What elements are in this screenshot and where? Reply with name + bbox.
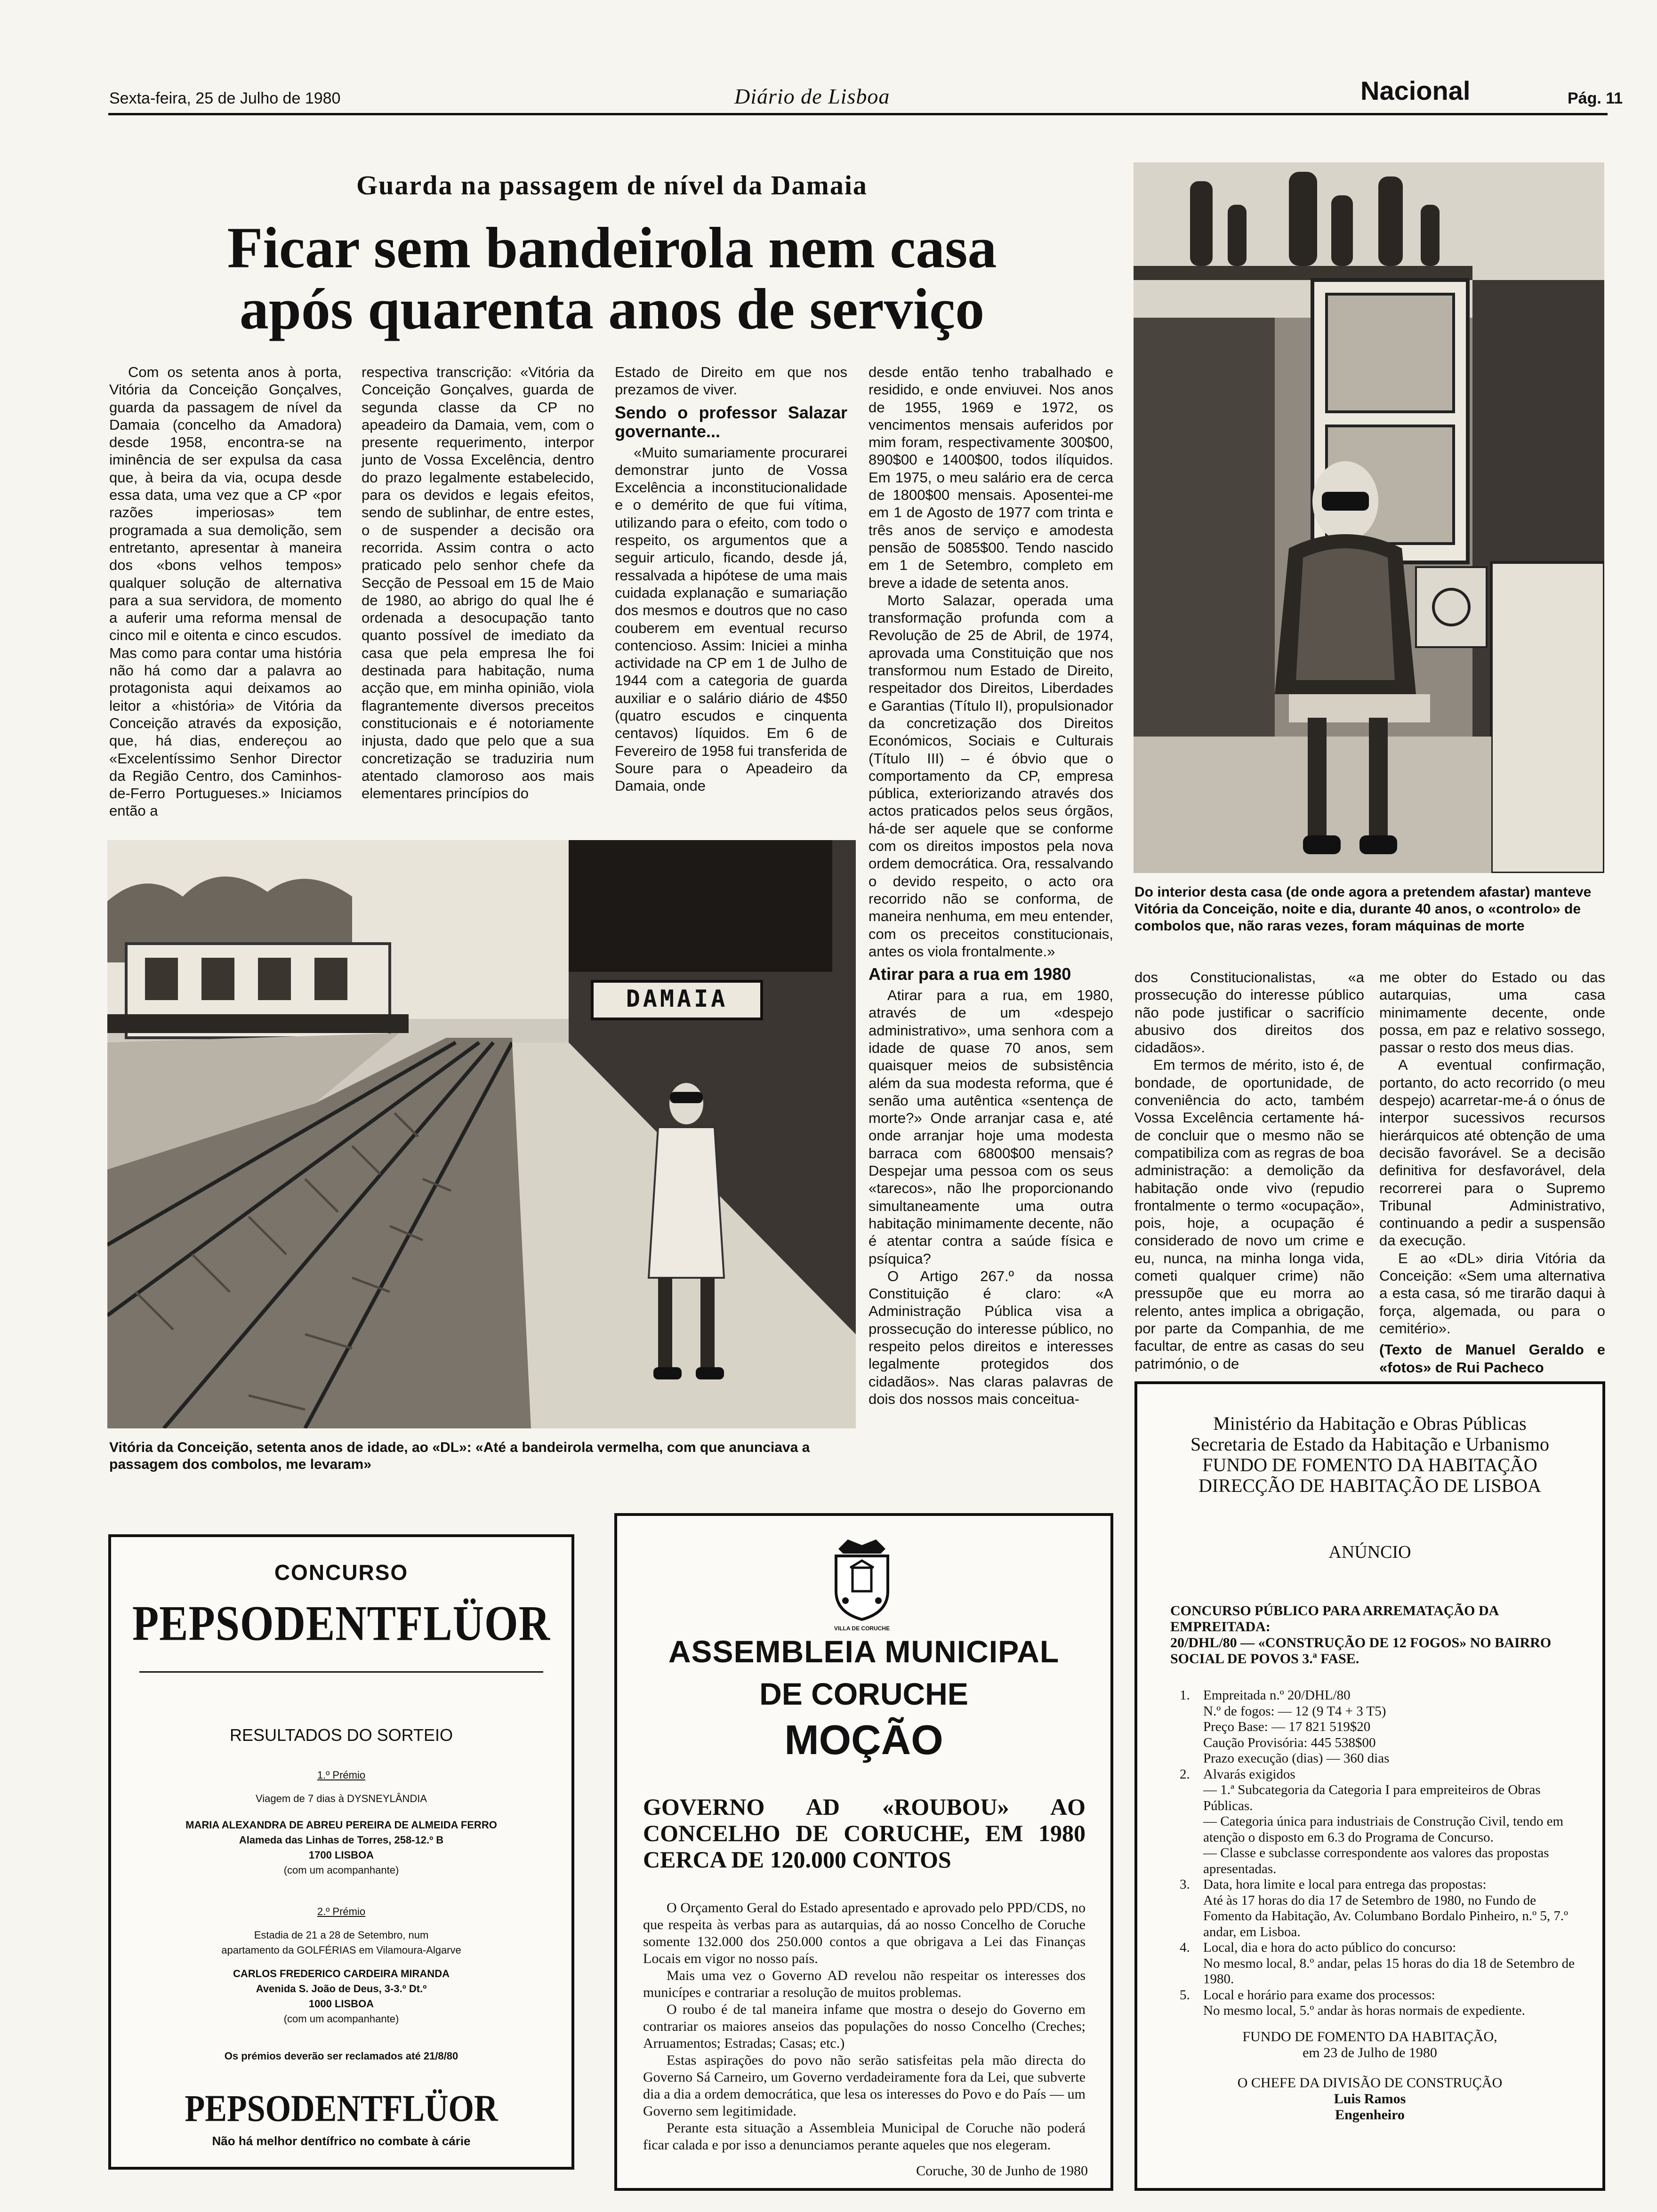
- photo-station: [107, 840, 856, 1428]
- pepsodent-p1-city: 1700 LISBOA: [308, 1849, 374, 1861]
- masthead: Diário de Lisboa: [734, 84, 890, 108]
- ad-coruche: [614, 1513, 1113, 2191]
- col4-p4: O Artigo 267.º da nossa Constituição é claro: «A Administração Pública visa a prossecução do interesse público, no respeito pelos direitos e interesses legalmente protegidos dos cidadãos». Nas claras palavras de dois dos nossos mais conceitua-: [869, 1267, 1113, 1407]
- habitacao-item-2: [1180, 1766, 1580, 1877]
- habitacao-item-5: [1180, 1987, 1580, 2019]
- photo-station-sign: DAMAIA: [626, 985, 728, 1012]
- col3-intro: Estado de Direito em que nos prezamos de viver.: [615, 364, 847, 398]
- headline-line-2: após quarenta anos de serviço: [239, 277, 985, 341]
- habitacao-i1-c: Preço Base: — 17 821 519$20: [1203, 1719, 1371, 1734]
- habitacao-i1-b: N.º de fogos: — 12 (9 T4 + 3 T5): [1203, 1703, 1386, 1719]
- section-label: Nacional: [1360, 76, 1471, 105]
- habitacao-ref: 20/DHL/80 — «CONSTRUÇÃO DE 12 FOGOS» NO BAIRRO SOCIAL DE POVOS 3.ª FASE.: [1170, 1635, 1552, 1667]
- ad-habitacao: [1134, 1381, 1605, 2191]
- pepsodent-rule: [139, 1671, 543, 1673]
- habitacao-item-5-num: 5.: [1180, 1987, 1190, 2003]
- habitacao-i4-b: No mesmo local, 8.º andar, pelas 15 horas do dia 18 de Setembro de 1980.: [1203, 1956, 1575, 1987]
- col4-p3: Atirar para a rua, em 1980, através de um «despejo administrativo», uma senhora com a idade de quase 70 anos, sem quaisquer meios de subsistência além da sua modesta reforma, que é senão uma autêntica «sentença de morte?» Onde arranjar casa e, até onde arranjar hoje uma modesta barraca com 6800$00 mensais? Despejar uma pessoa com os seus «tarecos», não lhe proporcionando simultaneamente uma outra habitação minimamente decente, não é atentar contra a saúde física e psíquica?: [869, 987, 1113, 1267]
- coruche-body: [643, 1899, 1086, 2154]
- ad-pepsodent: [108, 1534, 574, 2170]
- pepsodent-prize-1: [111, 1768, 571, 1878]
- col6-p2: A eventual confirmação, portanto, do acto recorrido (o meu despejo) acarretar-me-á o ónus de interpor sucessivos recursos hierárquicos até obtenção de uma decisão favorável. Se a decisão definitiva for desfavorável, dela recorrerei para o Supremo Tribunal Administrativo, continuando a pedir a suspensão da execução.: [1379, 1057, 1605, 1249]
- pepsodent-p1-title: 1.º Prémio: [317, 1769, 366, 1781]
- habitacao-item-4: [1180, 1940, 1580, 1988]
- credits: (Texto de Manuel Geraldo e «fotos» de Rui Pacheco: [1379, 1341, 1605, 1376]
- habitacao-h1: Ministério da Habitação e Obras Públicas: [1213, 1413, 1527, 1434]
- habitacao-sig5: Engenheiro: [1335, 2107, 1405, 2123]
- habitacao-sig3: O CHEFE DA DIVISÃO DE CONSTRUÇÃO: [1237, 2075, 1503, 2091]
- page-number: Pág. 11: [1568, 89, 1623, 107]
- habitacao-i1-a: Empreitada n.º 20/DHL/80: [1203, 1688, 1351, 1703]
- col5-p2: Em termos de mérito, isto é, de bondade, de oportunidade, de conveniência do acto, também Vossa Excelência certamente há-de concluir que o mesmo não se compatibiliza com as regras de boa administração: a demolição da habitação onde vivo (repudio frontalmente o termo «ocupação», pois, hoje, a ocupação é considerado de novo um crime e eu, nunca, na minha longa vida, cometi qualquer crime) não pressupõe que eu morra ao relento, antes implica a obrigação, por parte da Companhia, de me facultar, de entre as casas do seu património, o de: [1134, 1057, 1364, 1372]
- coruche-p2: Mais uma vez o Governo AD revelou não respeitar os interesses dos municípes e contrariar a resolução de muitos problemas.: [643, 1968, 1086, 2000]
- article-kicker: Guarda na passagem de nível da Damaia: [356, 170, 868, 200]
- col3-subhead: Sendo o professor Salazar governante...: [615, 402, 847, 441]
- habitacao-i2-a: Alvarás exigidos: [1203, 1766, 1295, 1782]
- col6-p3: E ao «DL» diria Vitória da Conceição: «Sem uma alternativa a esta casa, só me tirarão daqui à força, algemada, ou para o cemitério».: [1379, 1250, 1605, 1337]
- col3-body: «Muito sumariamente procurarei demonstrar junto de Vossa Excelência a inconstitucionalidade e o demérito de que fui vítima, utilizando para o efeito, com todo o respeito, os argumentos que a seguir articulo, ficando, desde já, ressalvada a hipótese de uma mais cuidada explanação e sumariação dos mesmos e doutros que no caso couberem em eventual recurso contencioso. Assim: Iniciei a minha actividade na CP em 1 de Julho de 1944 com a categoria de guarda auxiliar e o salário diário de 4$50 (quatro escudos e cinquenta centavos) líquidos. Em 6 de Fevereiro de 1958 fui transferida de Soure para o Apeadeiro da Damaia, onde: [615, 444, 847, 794]
- pepsodent-p1-name: MARIA ALEXANDRA DE ABREU PEREIRA DE ALMEIDA FERRO: [185, 1819, 497, 1831]
- habitacao-item-1: [1180, 1688, 1580, 1767]
- pepsodent-p1-comp: (com um acompanhante): [283, 1864, 399, 1876]
- habitacao-item-3: [1180, 1877, 1580, 1940]
- habitacao-items: [1180, 1688, 1580, 2019]
- pepsodent-p1-desc: Viagem de 7 dias à DYSNEYLÂNDIA: [256, 1793, 427, 1804]
- habitacao-i1-d: Caução Provisória: 445 538$00: [1203, 1735, 1376, 1750]
- pepsodent-p2-comp: (com um acompanhante): [283, 2013, 399, 2025]
- habitacao-i2-b: — 1.ª Subcategoria da Categoria I para empreiteiros de Obras Públicas.: [1203, 1782, 1541, 1813]
- pepsodent-p2-desc2: apartamento da GOLFÉRIAS em Vilamoura-Algarve: [221, 1944, 461, 1956]
- pepsodent-prize-2: [111, 1904, 571, 2027]
- habitacao-i2-d: — Classe e subclasse correspondente aos valores das propostas apresentadas.: [1203, 1845, 1549, 1876]
- coruche-title-1: ASSEMBLEIA MUNICIPAL: [668, 1634, 1060, 1669]
- habitacao-header: [1137, 1413, 1602, 1496]
- col1-text: Com os setenta anos à porta, Vitória da Conceição Gonçalves, guarda da passagem de nível da Damaia (concelho da Amadora) desde 1958, encontra-se na iminência de ser expulsa da casa que, à beira da via, ocupa desde essa data, uma vez que a CP «por razões imperiosas» tem programada a sua demolição, sem entretanto, apresentar à maneira dos «bons velhos tempos» qualquer solução de alternativa para a sua servidora, de momento a auferir uma reforma mensal de cinco mil e oitenta e cinco escudos. Mas como para contar uma história não há como dar a palavra ao protagonista aqui deixamos ao leitor a «história» de Vitória da Conceição através da exposição, que, há dias, endereçou ao «Excelentíssimo Senhor Director da Região Centro, dos Caminhos-de-Ferro Portugueses.» Iniciamos então a: [109, 364, 342, 819]
- habitacao-i4-a: Local, dia e hora do acto público do concurso:: [1203, 1940, 1456, 1955]
- coruche-p1: O Orçamento Geral do Estado apresentado e aprovado pelo PPD/CDS, no que respeita às verbas para as autarquias, dá ao nosso Concelho de Coruche somente 132.000 dos 250.000 contos a que obrigava a Lei das Finanças Locais em vigor no nosso país.: [643, 1900, 1086, 1966]
- habitacao-item-4-num: 4.: [1180, 1940, 1190, 1955]
- pepsodent-p2-desc1: Estadia de 21 a 28 de Setembro, num: [254, 1929, 429, 1941]
- habitacao-sig1: FUNDO DE FOMENTO DA HABITAÇÃO,: [1242, 2029, 1497, 2044]
- coruche-title-3: MOÇÃO: [784, 1716, 943, 1763]
- habitacao-concurso: [1170, 1603, 1575, 1667]
- col2-text: respectiva transcrição: «Vitória da Conceição Gonçalves, guarda de segunda classe da CP no apeadeiro da Damaia, vem, com o presente requerimento, interpor junto de Vossa Excelência, dentro do prazo legalmente estabelecido, para os devidos e legais efeitos, sendo de sublinhar, de entre estes, o de suspender a decisão ora recorrida. Assim contra o acto praticado pelo senhor chefe da Secção de Pessoal em 15 de Maio de 1980, ao abrigo do qual lhe é ordenada a desocupação tanto quanto possível de imediato da casa que pela empresa lhe foi destinada para habitação, numa acção que, em minha opinião, viola flagrantemente diversos preceitos constitucionais e é notoriamente injusta, dado que pelo que a sua concretização se traduziria num atentado clamoroso aos mais elementares princípios do: [362, 364, 594, 802]
- coruche-p5: Perante esta situação a Assembleia Municipal de Coruche não poderá ficar calada e por isso a denunciamos perante aqueles que nos elegeram.: [643, 2120, 1086, 2153]
- habitacao-item-2-num: 2.: [1180, 1766, 1190, 1782]
- pepsodent-resultados: RESULTADOS DO SORTEIO: [229, 1725, 453, 1745]
- coruche-crest-icon: [824, 1535, 900, 1624]
- article-column-6: [1379, 969, 1605, 1376]
- article-column-4: [869, 363, 1113, 1408]
- article-column-5: [1134, 969, 1364, 1372]
- habitacao-i5-a: Local e horário para exame dos processos:: [1203, 1987, 1435, 2003]
- coruche-title-2: DE CORUCHE: [759, 1676, 968, 1711]
- coruche-p3: O roubo é de tal maneira infame que mostra o desejo do Governo em contrariar os maiores anseios das populações do nosso Concelho (Creches; Arruamentos; Estradas; Casas; etc.): [643, 2002, 1086, 2051]
- habitacao-item-1-num: 1.: [1180, 1688, 1190, 1703]
- habitacao-i3-b: Até às 17 horas do dia 17 de Setembro de 1980, no Fundo de Fomento da Habitação, Av. Columbano Bordalo Pinheiro, n.º 5, 7.º andar, em Lisboa.: [1203, 1892, 1569, 1940]
- coruche-p4: Estas aspirações do povo não serão satisfeitas pela mão directa do Governo Sá Carneiro, um Governo verdadeiramente fora da Lei, que subverte dia a dia a ordem democrática, que lesa os interesses do Povo e do País — um Governo sem legitimidade.: [643, 2052, 1086, 2119]
- article-column-2: [362, 363, 594, 802]
- habitacao-sig2: em 23 de Julho de 1980: [1303, 2045, 1437, 2060]
- pepsodent-concurso: CONCURSO: [274, 1560, 409, 1585]
- habitacao-anuncio: ANÚNCIO: [1328, 1542, 1411, 1562]
- pepsodent-brand-2: PEPSODENTFLÜOR: [185, 2088, 498, 2130]
- coruche-headline: GOVERNO AD «ROUBOU» AO CONCELHO DE CORUCHE, EM 1980 CERCA DE 120.000 CONTOS: [643, 1794, 1086, 1873]
- pepsodent-p2-addr: Avenida S. João de Deus, 3-3.º Dt.º: [256, 1983, 427, 1995]
- col4-p2: Morto Salazar, operada uma transformação profunda com a Revolução de 25 de Abril, de 1974, aprovada uma Constituição que nos transformou num Estado de Direito, respeitador dos Direitos, Liberdades e Garantias (Título II), propulsionador da concretização dos Direitos Económicos, Sociais e Culturais (Título III) – é óbvio que o comportamento da CP, empresa pública, exteriorizando através dos actos praticados pelos seus órgãos, há-de ser aquele que se conforme com os direitos impostos pela nova ordem democrática. Ora, ressalvando o devido respeito, o acto ora recorrido não se conforma, de maneira nenhuma, em meu entender, com os preceitos constitucionais, antes os viola frontalmente.»: [869, 592, 1113, 960]
- pepsodent-p2-title: 2.º Prémio: [317, 1906, 366, 1917]
- habitacao-h2: Secretaria de Estado da Habitação e Urbanismo: [1190, 1434, 1549, 1455]
- habitacao-h3: FUNDO DE FOMENTO DA HABITAÇÃO: [1202, 1454, 1537, 1475]
- col5-text: dos Constitucionalistas, «a prossecução do interesse público não pode justificar o sacrifício abusivo dos direitos dos cidadãos».: [1134, 969, 1364, 1056]
- pepsodent-slogan: Não há melhor dentífrico no combate à cárie: [212, 2134, 471, 2148]
- photo-station-art: [107, 840, 856, 1428]
- header-rule: [108, 113, 1608, 115]
- habitacao-h4: DIRECÇÃO DE HABITAÇÃO DE LISBOA: [1199, 1475, 1541, 1496]
- habitacao-i1-e: Prazo execução (dias) — 360 dias: [1203, 1751, 1390, 1766]
- habitacao-concurso-title: CONCURSO PÚBLICO PARA ARREMATAÇÃO DA EMPREITADA:: [1170, 1603, 1498, 1635]
- habitacao-i5-b: No mesmo local, 5.º andar às horas normais de expediente.: [1203, 2003, 1525, 2018]
- headline-line-1: Ficar sem bandeirola nem casa: [227, 216, 997, 280]
- coruche-signature: Coruche, 30 de Junho de 1980: [916, 2163, 1088, 2179]
- photo-interior-art: [1134, 162, 1604, 873]
- pepsodent-p2-name: CARLOS FREDERICO CARDEIRA MIRANDA: [233, 1968, 450, 1980]
- habitacao-signature: [1137, 2029, 1602, 2123]
- article-column-1: [109, 363, 342, 820]
- habitacao-sig4: Luis Ramos: [1334, 2091, 1406, 2107]
- caption-interior: Do interior desta casa (de onde agora a pretendem afastar) manteve Vitória da Conceição, noite e dia, durante 40 anos, o «controlo» de combolos que, não raras vezes, foram máquinas de morte: [1134, 884, 1592, 934]
- col4-subhead: Atirar para a rua em 1980: [869, 964, 1071, 984]
- pepsodent-p1-addr: Alameda das Linhas de Torres, 258-12.º B: [239, 1834, 444, 1846]
- coruche-crest-text: VILLA DE CORUCHE: [834, 1625, 890, 1632]
- article-column-3: [615, 363, 847, 795]
- pepsodent-brand: PEPSODENTFLÜOR: [132, 1595, 551, 1651]
- pepsodent-note: Os prémios deverão ser reclamados até 21/8/80: [224, 2050, 458, 2062]
- header-date: Sexta-feira, 25 de Julho de 1980: [109, 89, 341, 107]
- pepsodent-p2-city: 1000 LISBOA: [308, 1998, 374, 2010]
- habitacao-item-3-num: 3.: [1180, 1877, 1190, 1892]
- coruche-crest: [824, 1535, 900, 1632]
- habitacao-i2-c: — Categoria única para industriais de Construção Civil, tendo em atenção o disposto em 6.3 do Programa de Concurso.: [1203, 1814, 1564, 1845]
- col4-top: desde então tenho trabalhado e residido, e onde enviuvei. Nos anos de 1955, 1969 e 1972, os vencimentos mensais auferidos por mim foram, respectivamente 300$00, 890$00 e 1400$00, todos ilíquidos. Em 1975, o meu salário era de cerca de 1800$00 mensais. Aposentei-me em 1 de Agosto de 1977 com trinta e três anos de serviço e amodesta pensão de 5085$00. Tendo nascido em 1 de Setembro, completo em breve a idade de setenta anos.: [869, 364, 1113, 591]
- caption-station: Vitória da Conceição, setenta anos de idade, ao «DL»: «Até a bandeirola vermelha, com que anunciava a passagem dos combolos, me levaram»: [109, 1440, 810, 1472]
- habitacao-i3-a: Data, hora limite e local para entrega das propostas:: [1203, 1877, 1487, 1892]
- photo-interior: [1134, 162, 1604, 873]
- col6-text: me obter do Estado ou das autarquias, uma casa minimamente decente, onde possa, em paz e relativo sossego, passar o resto dos meus dias.: [1379, 969, 1605, 1056]
